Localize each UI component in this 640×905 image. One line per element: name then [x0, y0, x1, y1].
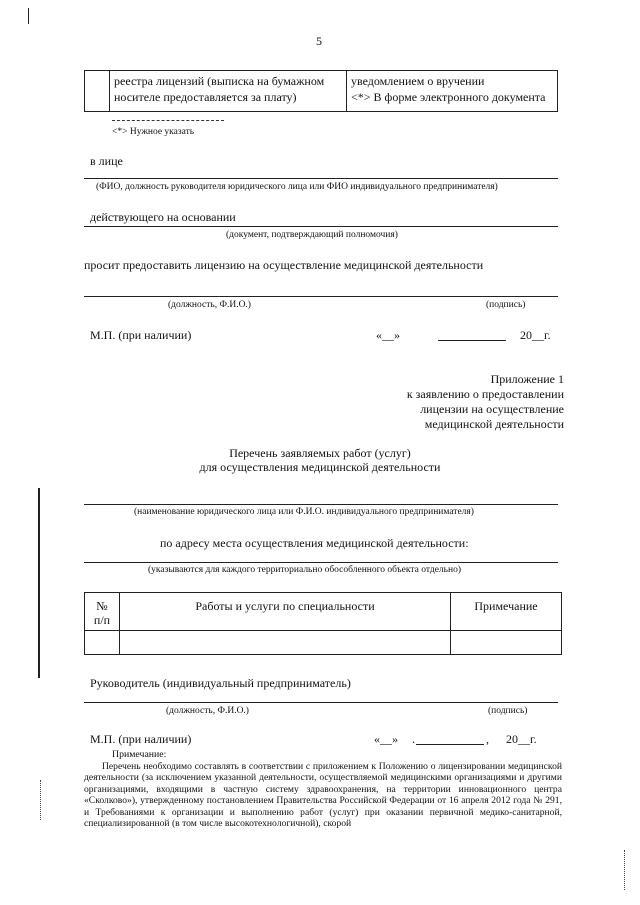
appendix-line2: к заявлению о предоставлении — [406, 387, 564, 401]
top-table-registry-line1: реестра лицензий (выписка на бумажном — [114, 74, 325, 88]
works-table-header-number — [85, 593, 120, 631]
position-caption-1: (должность, Ф.И.О.) — [168, 300, 251, 310]
works-table — [84, 592, 562, 655]
list-title-line2: для осуществления медицинской деятельности — [199, 460, 441, 474]
works-table-cell — [451, 631, 562, 655]
date-quotes-2: «__» — [374, 732, 398, 746]
signature-caption-1: (подпись) — [486, 300, 526, 310]
signature-caption-2: (подпись) — [488, 706, 528, 716]
works-table-number-sign: № — [96, 599, 108, 613]
position-line-1 — [84, 296, 558, 297]
scan-edge-mark — [40, 780, 41, 820]
org-line — [84, 504, 558, 505]
basis-line — [84, 226, 558, 227]
address-text: по адресу места осуществления медицинской деятельности: — [160, 536, 469, 550]
works-table-works-label: Работы и услуги по специальности — [195, 599, 375, 613]
position-line-2 — [84, 702, 558, 703]
note-label: Примечание: — [112, 749, 167, 760]
appendix-line1: Приложение 1 — [490, 372, 564, 386]
top-table-cell-notice — [347, 71, 558, 112]
page-number: 5 — [316, 34, 322, 48]
works-table-cell — [85, 631, 120, 655]
position-caption-2: (должность, Ф.И.О.) — [166, 706, 249, 716]
appendix-line3: лицензии на осуществление — [420, 402, 564, 416]
date-comma-2: , — [486, 732, 489, 746]
top-table-registry-line2: носителе предоставляется за плату) — [114, 90, 297, 104]
request-text: просит предоставить лицензию на осуществление медицинской деятельности — [84, 258, 484, 272]
seal-label-2: М.П. (при наличии) — [90, 732, 192, 746]
top-table-notice-line1: уведомлением о вручении — [351, 74, 485, 88]
fio-caption: (ФИО, должность руководителя юридического лица или ФИО индивидуального предпринимателя) — [96, 182, 498, 192]
scan-edge-mark — [624, 850, 625, 890]
date-year-1: 20__г. — [520, 328, 551, 342]
date-quotes-1: «__» — [376, 328, 400, 342]
document-caption: (документ, подтверждающий полномочия) — [226, 230, 398, 240]
seal-label-1: М.П. (при наличии) — [90, 328, 192, 342]
address-line — [84, 562, 558, 563]
scan-edge-mark — [28, 8, 29, 24]
footnote-separator — [112, 120, 224, 121]
list-title-line1: Перечень заявляемых работ (услуг) — [229, 446, 411, 460]
note-paragraph: Перечень необходимо составлять в соответствии с приложением к Положению о лицензировании медицинской деятельности (за исключением указанной деятельности, осуществляемой медицинскими организациями и другими организациями, входящими в частную систему здравоохранения, на территории инновационного центра «Сколково»), утвержденному постановлением Правительства Российской Федерации от 16 апреля 2012 года № 291, и Требованиями к организации и выполнению работ (услуг) при оказании первичной медико-санитарной, специализированной (в том числе высокотехнологичной), скорой — [84, 761, 562, 830]
top-table-notice-line2: <*> В форме электронного документа — [351, 90, 546, 104]
date-month-line-1 — [438, 340, 506, 341]
in-person-label: в лице — [90, 154, 123, 168]
fio-line — [84, 178, 558, 179]
top-table — [84, 70, 558, 112]
works-table-number-abbr: п/п — [93, 613, 111, 627]
date-year-2: 20__г. — [506, 732, 537, 746]
org-caption: (наименование юридического лица или Ф.И.О. индивидуального предпринимателя) — [134, 507, 474, 517]
head-text: Руководитель (индивидуальный предприниматель) — [90, 676, 351, 690]
works-table-header-note — [451, 593, 562, 631]
footnote: <*> Нужное указать — [112, 127, 195, 137]
address-caption: (указываются для каждого территориально обособленного объекта отдельно) — [148, 565, 461, 575]
works-table-header-works — [120, 593, 451, 631]
appendix-line4: медицинской деятельности — [424, 417, 564, 431]
works-table-row — [85, 631, 562, 655]
works-table-note-label: Примечание — [474, 599, 538, 613]
works-table-cell — [120, 631, 451, 655]
top-table-cell-registry — [110, 71, 347, 112]
top-table-cell-empty — [85, 71, 110, 112]
date-dot-2: . — [412, 732, 415, 746]
date-month-line-2 — [416, 744, 484, 745]
scan-edge-mark — [38, 488, 40, 678]
acting-basis-label: действующего на основании — [90, 210, 236, 224]
